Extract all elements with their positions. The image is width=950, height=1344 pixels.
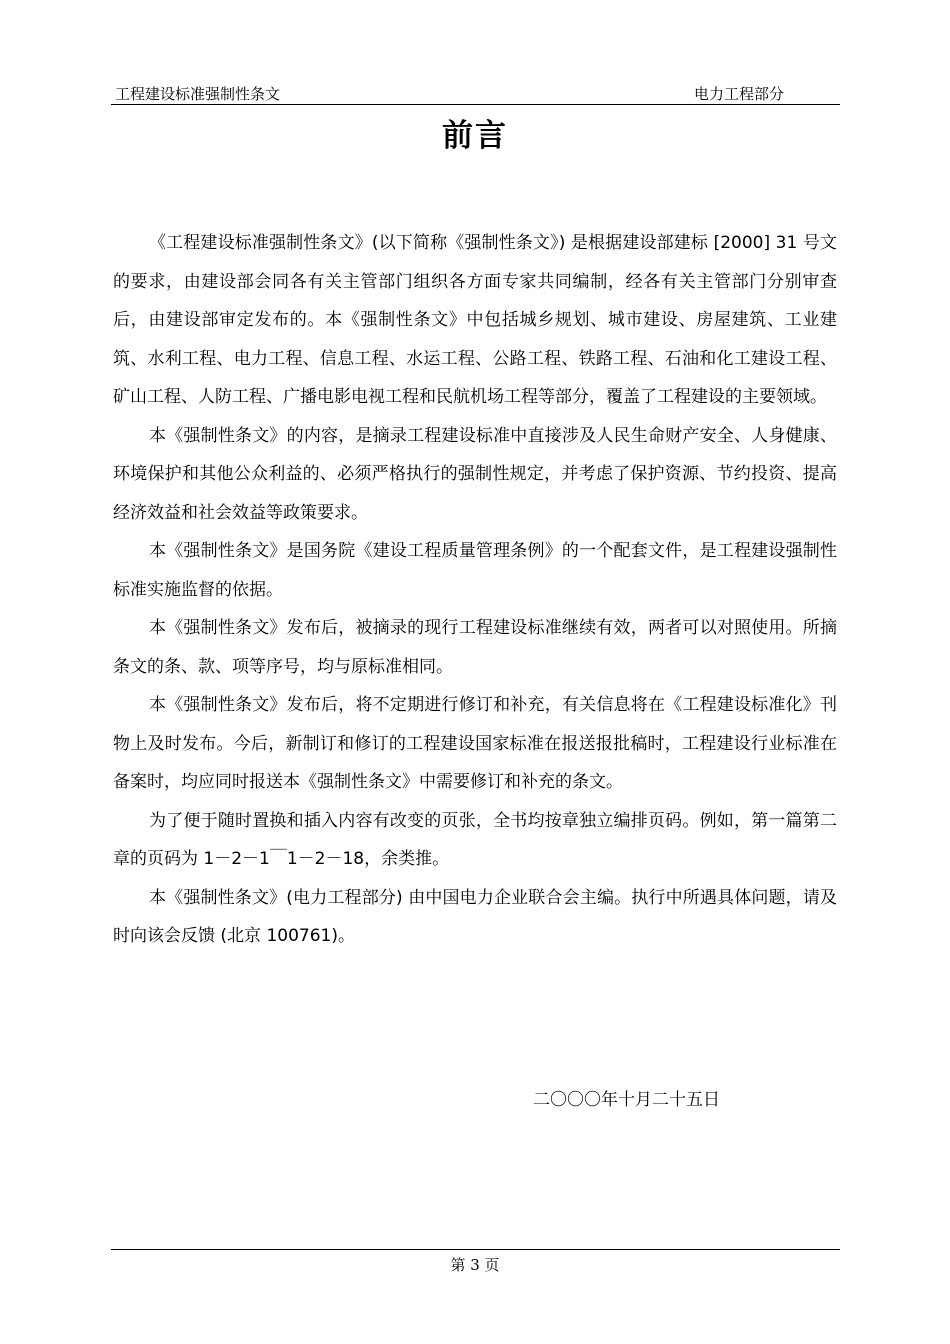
page-title: 前言 [442,118,508,154]
paragraph-5: 本《强制性条文》发布后，将不定期进行修订和补充，有关信息将在《工程建设标准化》刊物上及时发布。今后，新制订和修订的工程建设国家标准在报送报批稿时，工程建设行业标准在备案时，均应同时报送本《强制性条文》中需要修订和补充的条文。 [113,695,837,792]
paragraph-3: 本《强制性条文》是国务院《建设工程质量管理条例》的一个配套文件，是工程建设强制性标准实施监督的依据。 [113,541,837,600]
header-section-name: 电力工程部分 [693,85,784,103]
paragraph-4: 本《强制性条文》发布后，被摘录的现行工程建设标准继续有效，两者可以对照使用。所摘条文的条、款、项等序号，均与原标准相同。 [113,618,837,677]
page-header [111,80,840,105]
paragraph-7: 本《强制性条文》(电力工程部分) 由中国电力企业联合会主编。执行中所遇具体问题，请及时向该会反馈 (北京 100761)。 [113,887,837,946]
paragraph-1: 《工程建设标准强制性条文》(以下简称《强制性条文》) 是根据建设部建标 [2000] 31 号文的要求，由建设部会同各有关主管部门组织各方面专家共同编制，经各有关主管部门分别审查后，由建设部审定发布的。本《强制性条文》中包括城乡规划、城市建设、房屋建筑、工业建筑、水利工程、电力工程、信息工程、水运工程、公路工程、铁路工程、石油和化工建设工程、矿山工程、人防工程、广播电影电视工程和民航机场工程等部分，覆盖了工程建设的主要领域。 [113,233,837,407]
preface-body [113,224,837,956]
paragraph-2: 本《强制性条文》的内容，是摘录工程建设标准中直接涉及人民生命财产安全、人身健康、环境保护和其他公众利益的、必须严格执行的强制性规定，并考虑了保护资源、节约投资、提高经济效益和社会效益等政策要求。 [113,425,837,523]
page-number: 第 3 页 [450,1256,500,1274]
signature-date: 二〇〇〇年十月二十五日 [533,1090,720,1110]
paragraph-6: 为了便于随时置换和插入内容有改变的页张，全书均按章独立编排页码。例如，第一篇第二章的页码为 1－2－1￣1－2－18，余类推。 [113,810,837,869]
footer-rule [111,1249,840,1250]
header-document-title: 工程建设标准强制性条文 [115,85,281,103]
